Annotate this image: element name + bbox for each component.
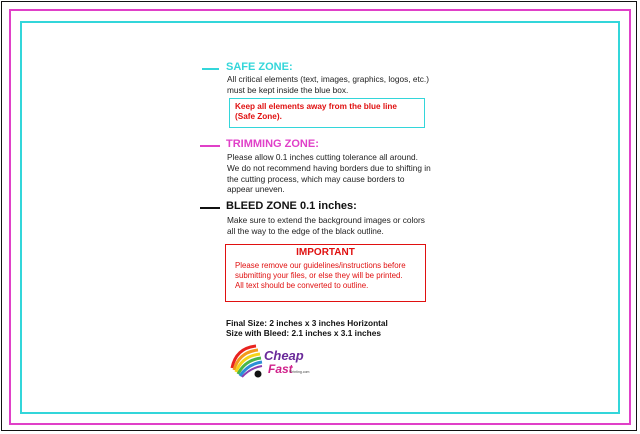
bleed-line-1: Make sure to extend the background images or colors [227, 215, 425, 225]
safe-line-1: All critical elements (text, images, graphics, logos, etc.) [227, 74, 429, 84]
logo-word-fast: Fast [268, 362, 293, 376]
important-line-2: submitting your files, or else they will be printed. [235, 271, 403, 281]
final-size: Final Size: 2 inches x 3 inches Horizontal [226, 318, 388, 328]
safe-note-line-2: (Safe Zone). [235, 112, 282, 122]
trimming-line-3: the cutting process, which may cause borders to [227, 174, 405, 184]
trim-legend-line [200, 145, 220, 147]
safe-line-2: must be kept inside the blue box. [227, 85, 349, 95]
logo-word-cheap: Cheap [264, 348, 304, 363]
safe-zone-heading: SAFE ZONE: [226, 61, 293, 73]
important-line-1: Please remove our guidelines/instructions before [235, 261, 406, 270]
logo-tagline: Printing.com [290, 370, 310, 374]
size-info [226, 318, 388, 339]
trimming-line-2: We do not recommend having borders due to shifting in [227, 163, 431, 173]
bleed-legend-line [200, 207, 220, 209]
important-line-3: All text should be converted to outline. [235, 281, 369, 291]
safe-note-box [229, 98, 425, 128]
important-body [235, 261, 406, 292]
important-title: IMPORTANT [296, 247, 355, 258]
trimming-line-4: appear uneven. [227, 184, 285, 194]
trimming-line-1: Please allow 0.1 inches cutting tolerance all around. [227, 152, 418, 162]
size-with-bleed: Size with Bleed: 2.1 inches x 3.1 inches [226, 328, 381, 339]
logo-graphic [228, 338, 318, 382]
trimming-zone-heading: TRIMMING ZONE: [226, 138, 319, 150]
safe-legend-line [202, 68, 219, 70]
bleed-line-2: all the way to the edge of the black outline. [227, 226, 384, 236]
safe-note [235, 102, 397, 123]
important-box [225, 244, 426, 302]
bleed-zone-heading: BLEED ZONE 0.1 inches: [226, 200, 357, 212]
cheap-fast-printing-logo [228, 338, 318, 382]
safe-note-line-1: Keep all elements away from the blue line [235, 102, 397, 111]
